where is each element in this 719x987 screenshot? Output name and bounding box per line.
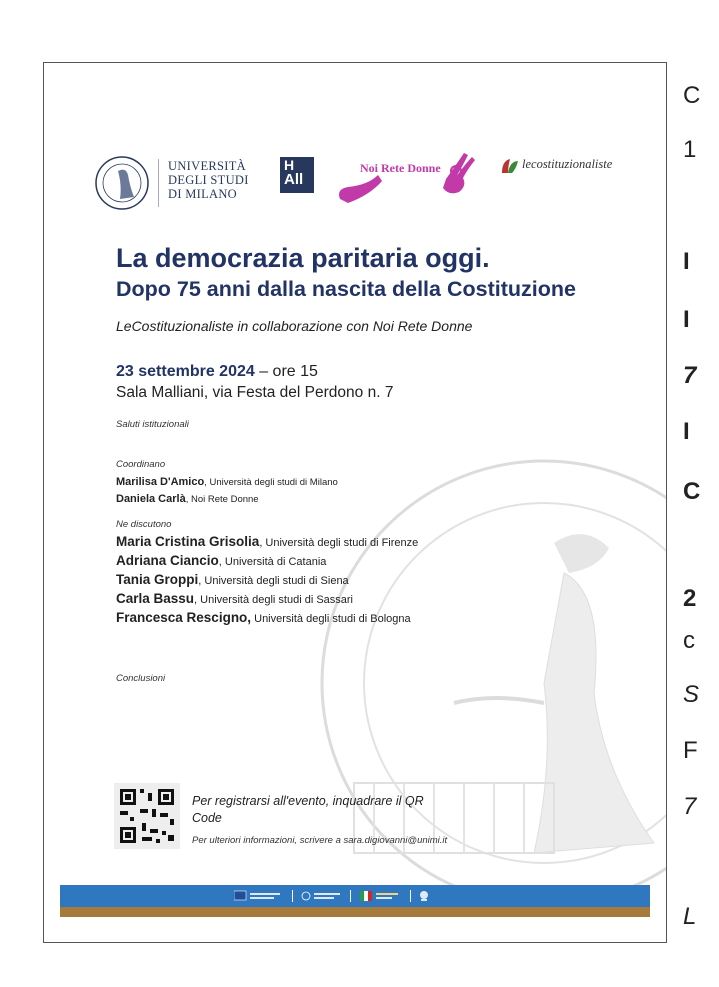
- side-text-fragment: 1: [683, 136, 697, 163]
- registration-instructions: Per registrarsi all'evento, inquadrare il QR Code: [192, 794, 424, 825]
- unimi-wordmark: [168, 159, 249, 201]
- discussant-affiliation: , Università di Catania: [218, 556, 327, 568]
- coordinator-item: [116, 489, 259, 507]
- coordinator-item: [116, 472, 338, 490]
- unimi-line3: DI MILANO: [168, 187, 238, 201]
- conclusions-label: Conclusioni: [116, 673, 166, 684]
- discussant-name: Tania Groppi: [116, 572, 199, 587]
- hall-logo: [280, 157, 314, 193]
- coordinator-affiliation: , Noi Rete Donne: [185, 494, 259, 505]
- side-text-fragment: C: [683, 478, 701, 505]
- discussant-item: [116, 609, 411, 627]
- coordinators-label: Coordinano: [116, 459, 166, 470]
- unimi-line1: UNIVERSITÀ: [168, 159, 246, 173]
- discussant-item: [116, 533, 418, 551]
- discussant-item: [116, 571, 349, 589]
- coordinator-name: Daniela Carlà: [116, 493, 186, 505]
- logo-row: [94, 149, 654, 209]
- side-text-fragment: 7: [683, 362, 697, 389]
- coordinator-affiliation: , Università degli studi di Milano: [204, 477, 338, 488]
- funding-logos-icon: [234, 888, 494, 904]
- event-venue: Sala Malliani, via Festa del Perdono n. 7: [116, 384, 394, 401]
- noi-rete-donne-hand-icon: [336, 149, 486, 209]
- side-text-fragment: L: [683, 903, 697, 930]
- unimi-line2: DEGLI STUDI: [168, 173, 249, 187]
- side-text-fragment: S: [683, 681, 700, 708]
- lecostituzionaliste-leaf-icon: [500, 157, 520, 175]
- discussant-item: [116, 552, 326, 570]
- side-text-fragment: 2: [683, 585, 697, 612]
- lecostituzionaliste-logo-text: lecostituzionaliste: [522, 157, 613, 171]
- discussant-name: Maria Cristina Grisolia: [116, 534, 260, 549]
- discussant-name: Francesca Rescigno,: [116, 610, 252, 625]
- side-text-fragment: I: [683, 306, 690, 333]
- event-title: La democrazia paritaria oggi.: [116, 243, 490, 273]
- discussants-label: Ne discutono: [116, 519, 172, 530]
- date-line: [116, 363, 318, 381]
- event-date: 23 settembre 2024: [116, 363, 255, 380]
- qr-code-icon[interactable]: [114, 783, 180, 849]
- side-text-fragment: 7: [683, 793, 697, 820]
- hall-logo-bottom: All: [284, 171, 304, 188]
- side-text-fragment: I: [683, 418, 690, 445]
- contact-info: Per ulteriori informazioni, scrivere a sara.digiovanni@unimi.it: [192, 835, 448, 846]
- discussant-affiliation: Università degli studi di Bologna: [251, 613, 411, 625]
- discussant-affiliation: , Università degli studi di Firenze: [259, 537, 419, 549]
- side-text-fragment: I: [683, 248, 690, 275]
- noi-rete-donne-logo-text: Noi Rete Donne: [360, 161, 441, 175]
- collaboration-line: LeCostituzionaliste in collaborazione con Noi Rete Donne: [116, 318, 473, 334]
- discussant-affiliation: , Università degli studi di Siena: [198, 575, 349, 587]
- discussant-item: [116, 590, 353, 608]
- discussant-affiliation: , Università degli studi di Sassari: [194, 594, 354, 606]
- logo-divider: [158, 159, 159, 207]
- side-text-fragment: c: [683, 627, 695, 654]
- event-poster: [43, 62, 667, 943]
- university-seal-icon: [94, 155, 150, 211]
- hall-logo-top: H: [284, 157, 295, 173]
- event-subtitle: Dopo 75 anni dalla nascita della Costituzione: [116, 277, 576, 301]
- coordinator-name: Marilisa D'Amico: [116, 476, 205, 488]
- side-text-fragment: C: [683, 82, 701, 109]
- greetings-label: Saluti istituzionali: [116, 419, 189, 430]
- side-text-fragment: F: [683, 737, 698, 764]
- event-time: – ore 15: [254, 363, 318, 380]
- bottom-band: [60, 907, 650, 917]
- discussant-name: Carla Bassu: [116, 591, 195, 606]
- discussant-name: Adriana Ciancio: [116, 553, 219, 568]
